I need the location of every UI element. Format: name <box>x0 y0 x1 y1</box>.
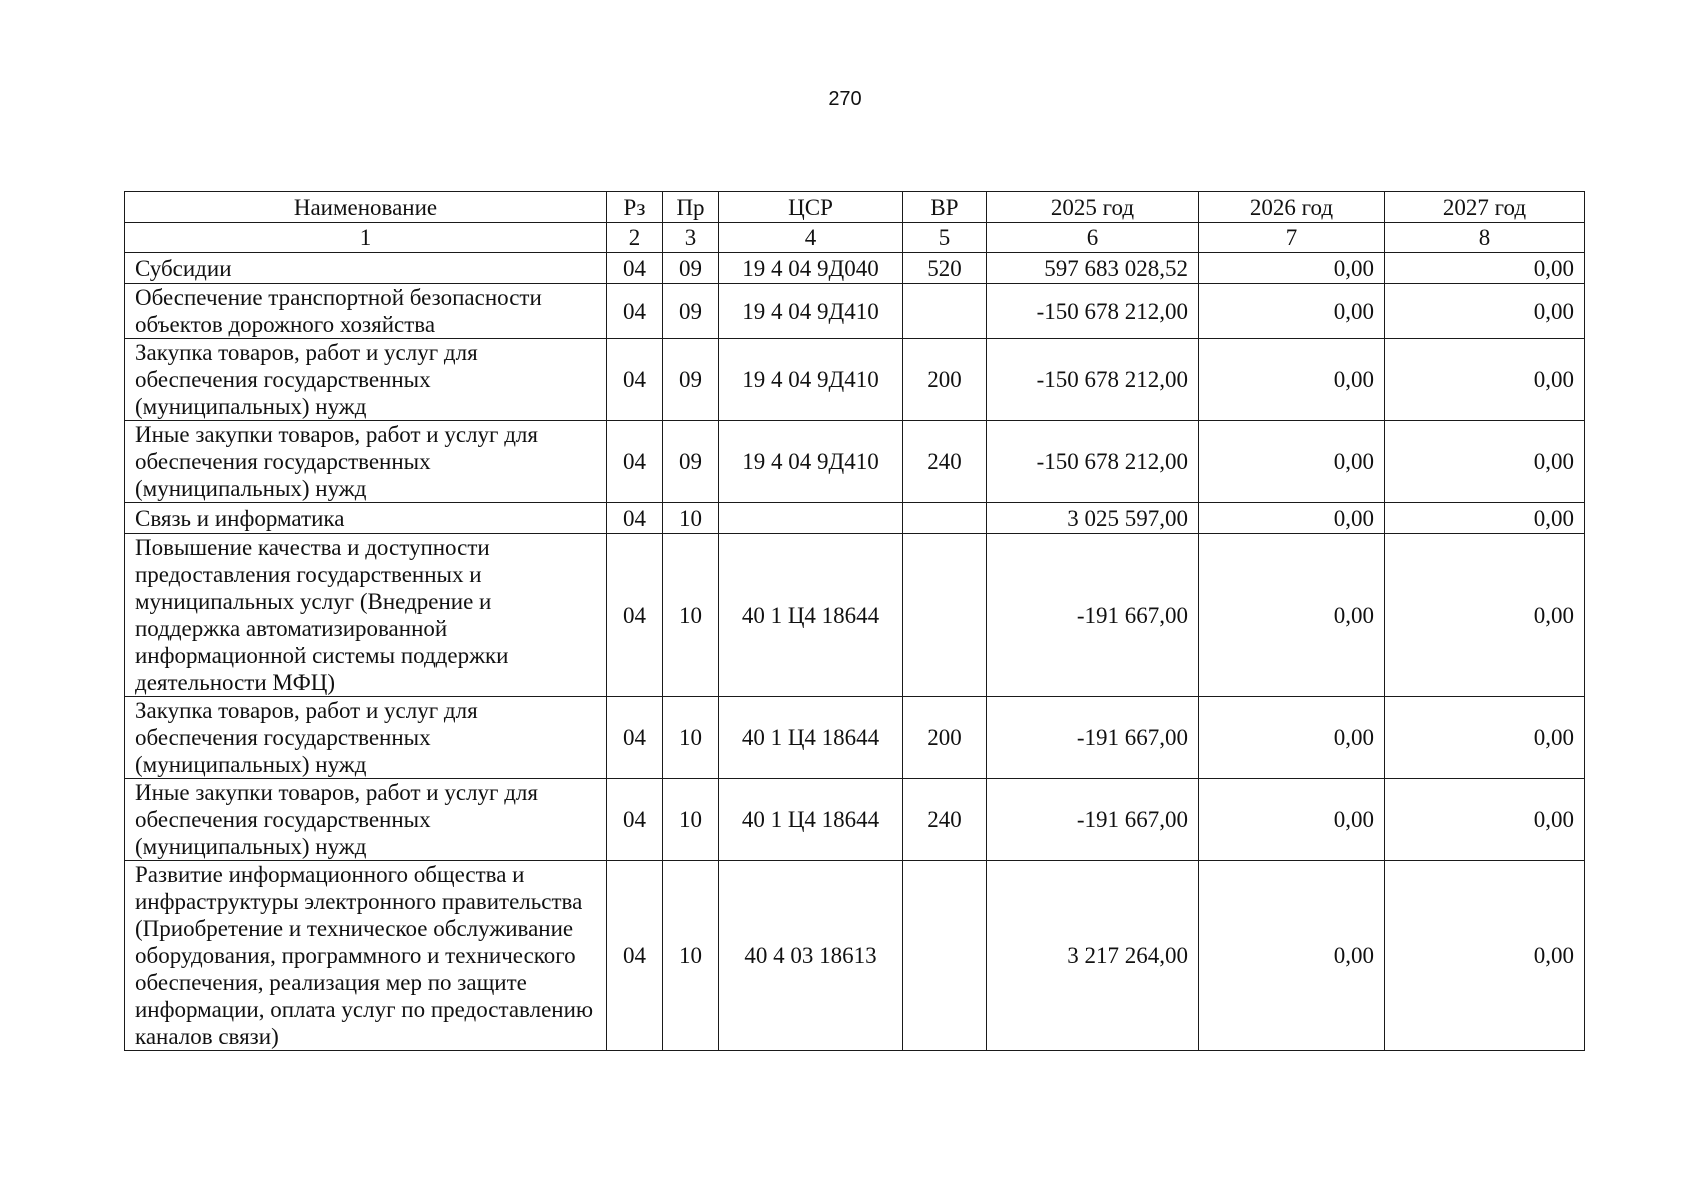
row-vr <box>903 284 987 339</box>
header-cell-2026: 2026 год <box>1199 192 1385 223</box>
row-amount-2025: -191 667,00 <box>987 697 1199 779</box>
table-row <box>125 534 1585 697</box>
table-row <box>125 779 1585 861</box>
header-cell-2025: 2025 год <box>987 192 1199 223</box>
row-amount-2026: 0,00 <box>1199 861 1385 1051</box>
row-rz: 04 <box>607 534 663 697</box>
row-name: Связь и информатика <box>125 503 607 534</box>
row-vr: 200 <box>903 697 987 779</box>
row-name: Закупка товаров, работ и услуг для обеспечения государственных (муниципальных) нужд <box>125 339 607 421</box>
row-vr <box>903 534 987 697</box>
row-rz: 04 <box>607 284 663 339</box>
row-amount-2027: 0,00 <box>1385 421 1585 503</box>
column-number: 8 <box>1385 223 1585 253</box>
header-cell-2027: 2027 год <box>1385 192 1585 223</box>
row-amount-2026: 0,00 <box>1199 421 1385 503</box>
row-amount-2025: 3 217 264,00 <box>987 861 1199 1051</box>
column-number: 7 <box>1199 223 1385 253</box>
row-amount-2027: 0,00 <box>1385 253 1585 284</box>
row-vr <box>903 503 987 534</box>
row-amount-2026: 0,00 <box>1199 779 1385 861</box>
page-number: 270 <box>828 88 862 110</box>
row-pr: 09 <box>663 339 719 421</box>
row-amount-2027: 0,00 <box>1385 861 1585 1051</box>
row-rz: 04 <box>607 421 663 503</box>
row-amount-2025: -191 667,00 <box>987 534 1199 697</box>
row-name: Обеспечение транспортной безопасности объектов дорожного хозяйства <box>125 284 607 339</box>
column-number: 2 <box>607 223 663 253</box>
row-amount-2026: 0,00 <box>1199 339 1385 421</box>
column-number-row <box>125 223 1585 253</box>
row-rz: 04 <box>607 503 663 534</box>
table-row <box>125 697 1585 779</box>
row-amount-2025: -150 678 212,00 <box>987 421 1199 503</box>
row-pr: 10 <box>663 503 719 534</box>
column-number: 3 <box>663 223 719 253</box>
column-number: 4 <box>719 223 903 253</box>
row-name: Развитие информационного общества и инфраструктуры электронного правительства (Приобретение и техническое обслуживание оборудования, программного и технического обеспечения, реализация мер по защите информации, оплата услуг по предоставлению каналов связи) <box>125 861 607 1051</box>
row-rz: 04 <box>607 779 663 861</box>
row-amount-2027: 0,00 <box>1385 697 1585 779</box>
row-amount-2026: 0,00 <box>1199 697 1385 779</box>
table-body <box>125 253 1585 1051</box>
row-csr: 40 4 03 18613 <box>719 861 903 1051</box>
header-cell-csr: ЦСР <box>719 192 903 223</box>
header-cell-vr: ВР <box>903 192 987 223</box>
column-number: 1 <box>125 223 607 253</box>
row-rz: 04 <box>607 697 663 779</box>
row-pr: 10 <box>663 861 719 1051</box>
table-row <box>125 421 1585 503</box>
row-vr: 240 <box>903 779 987 861</box>
row-csr: 40 1 Ц4 18644 <box>719 779 903 861</box>
table-row <box>125 284 1585 339</box>
row-pr: 09 <box>663 421 719 503</box>
table-row <box>125 503 1585 534</box>
column-number: 5 <box>903 223 987 253</box>
row-vr <box>903 861 987 1051</box>
row-csr: 19 4 04 9Д410 <box>719 421 903 503</box>
header-cell-rz: Рз <box>607 192 663 223</box>
row-csr: 19 4 04 9Д410 <box>719 339 903 421</box>
row-amount-2025: -150 678 212,00 <box>987 284 1199 339</box>
row-csr: 19 4 04 9Д040 <box>719 253 903 284</box>
row-pr: 09 <box>663 284 719 339</box>
row-name: Иные закупки товаров, работ и услуг для обеспечения государственных (муниципальных) нужд <box>125 779 607 861</box>
row-pr: 10 <box>663 697 719 779</box>
row-name: Повышение качества и доступности предоставления государственных и муниципальных услуг (Внедрение и поддержка автоматизированной информационной системы поддержки деятельности МФЦ) <box>125 534 607 697</box>
row-amount-2026: 0,00 <box>1199 534 1385 697</box>
row-amount-2027: 0,00 <box>1385 503 1585 534</box>
table-row <box>125 339 1585 421</box>
column-number: 6 <box>987 223 1199 253</box>
row-csr: 19 4 04 9Д410 <box>719 284 903 339</box>
row-amount-2025: 3 025 597,00 <box>987 503 1199 534</box>
header-cell-name: Наименование <box>125 192 607 223</box>
row-rz: 04 <box>607 861 663 1051</box>
row-vr: 240 <box>903 421 987 503</box>
row-name: Закупка товаров, работ и услуг для обеспечения государственных (муниципальных) нужд <box>125 697 607 779</box>
row-rz: 04 <box>607 253 663 284</box>
row-amount-2025: 597 683 028,52 <box>987 253 1199 284</box>
row-csr: 40 1 Ц4 18644 <box>719 534 903 697</box>
row-pr: 10 <box>663 779 719 861</box>
header-row <box>125 192 1585 223</box>
row-csr <box>719 503 903 534</box>
row-rz: 04 <box>607 339 663 421</box>
row-name: Иные закупки товаров, работ и услуг для обеспечения государственных (муниципальных) нужд <box>125 421 607 503</box>
row-amount-2026: 0,00 <box>1199 284 1385 339</box>
row-amount-2026: 0,00 <box>1199 503 1385 534</box>
budget-table <box>124 191 1585 1051</box>
row-csr: 40 1 Ц4 18644 <box>719 697 903 779</box>
row-vr: 200 <box>903 339 987 421</box>
header-cell-pr: Пр <box>663 192 719 223</box>
table-row <box>125 253 1585 284</box>
row-pr: 09 <box>663 253 719 284</box>
row-amount-2027: 0,00 <box>1385 779 1585 861</box>
row-amount-2025: -191 667,00 <box>987 779 1199 861</box>
table-row <box>125 861 1585 1051</box>
row-vr: 520 <box>903 253 987 284</box>
row-name: Субсидии <box>125 253 607 284</box>
row-pr: 10 <box>663 534 719 697</box>
row-amount-2027: 0,00 <box>1385 534 1585 697</box>
table-header <box>125 192 1585 253</box>
row-amount-2027: 0,00 <box>1385 284 1585 339</box>
row-amount-2025: -150 678 212,00 <box>987 339 1199 421</box>
row-amount-2026: 0,00 <box>1199 253 1385 284</box>
row-amount-2027: 0,00 <box>1385 339 1585 421</box>
